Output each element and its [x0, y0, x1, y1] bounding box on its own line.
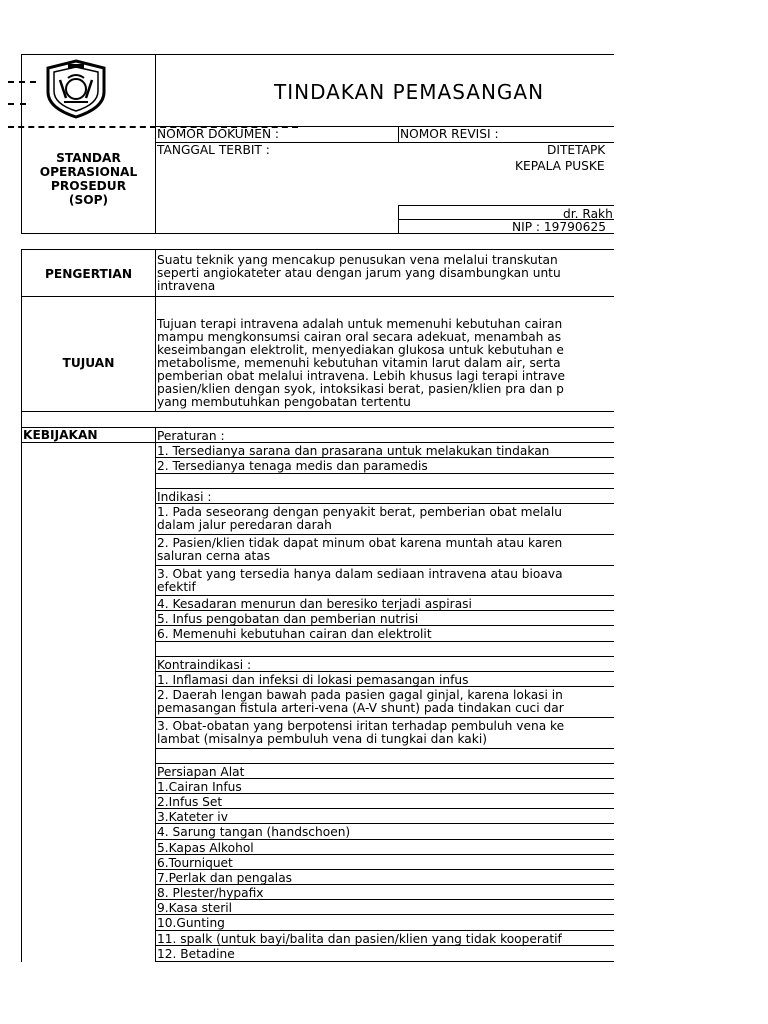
sop-label-line: OPERASIONAL	[39, 165, 138, 179]
kebijakan-row-text: 12. Betadine	[157, 947, 235, 961]
kebijakan-row-text: 2. Daerah lengan bawah pada pasien gagal ginjal, karena lokasi in	[157, 688, 563, 702]
kebijakan-row-text: lambat (misalnya pembuluh vena di tungkai dan kaki)	[157, 732, 487, 746]
table-row-line	[21, 296, 614, 297]
header-col-line	[398, 126, 399, 143]
regional-emblem-logo	[38, 58, 114, 120]
header-row-line	[398, 205, 614, 206]
tujuan-text-line: mampu mengkonsumsi cairan oral secara adekuat, menambah as	[157, 330, 562, 344]
kebijakan-row	[155, 427, 614, 442]
kebijakan-row-text: 1. Tersedianya sarana dan prasarana untuk melakukan tindakan	[157, 444, 550, 458]
signer-name: dr. Rakh	[563, 207, 613, 221]
kebijakan-label: KEBIJAKAN	[23, 428, 98, 442]
kebijakan-row	[155, 641, 614, 656]
tujuan-label: TUJUAN	[62, 356, 115, 370]
dashed-mark	[8, 81, 36, 83]
tujuan-text-line: pemberian obat melalui intravena. Lebih khusus lagi terapi intrave	[157, 369, 566, 383]
tujuan-text-line: metabolisme, memenuhi kebutuhan vitamin larut dalam air, serta	[157, 356, 561, 370]
kebijakan-row-text: 8. Plester/hypafix	[157, 886, 264, 900]
kebijakan-row-text: Peraturan :	[157, 429, 225, 443]
kebijakan-row	[155, 778, 614, 793]
kebijakan-row	[155, 748, 614, 763]
kebijakan-row-text: pemasangan fistula arteri-vena (A-V shunt) pada tindakan cuci dar	[157, 701, 564, 715]
kebijakan-row	[155, 656, 614, 671]
tujuan-text-line: pasien/klien dengan syok, intoksikasi berat, pasien/klien pra dan p	[157, 382, 564, 396]
kebijakan-row-text: 3. Obat-obatan yang berpotensi iritan terhadap pembuluh vena ke	[157, 719, 565, 733]
sop-label-line: (SOP)	[68, 193, 109, 207]
kebijakan-row	[155, 945, 614, 961]
pengertian-text-line: Suatu teknik yang mencakup penusukan vena melalui transkutan	[157, 253, 558, 267]
kebijakan-row	[155, 503, 614, 534]
kebijakan-row	[155, 717, 614, 748]
kebijakan-row-text: 11. spalk (untuk bayi/balita dan pasien/klien yang tidak kooperatif	[157, 932, 562, 946]
kebijakan-row	[155, 869, 614, 884]
nomor-dokumen-label: NOMOR DOKUMEN :	[157, 127, 280, 141]
sop-label-line: STANDAR	[56, 151, 121, 165]
kebijakan-row-text: 5. Infus pengobatan dan pemberian nutrisi	[157, 612, 419, 626]
kebijakan-row-text: 6.Tourniquet	[157, 856, 233, 870]
kebijakan-row	[155, 686, 614, 717]
kebijakan-row-text: 2.Infus Set	[157, 795, 223, 809]
kebijakan-row-text: 10.Gunting	[157, 916, 225, 930]
table-col-line	[155, 249, 156, 412]
kebijakan-row	[155, 565, 614, 595]
header-top-border	[21, 54, 614, 55]
kebijakan-row	[155, 442, 614, 457]
kebijakan-row	[155, 625, 614, 641]
kebijakan-row-text: 9.Kasa steril	[157, 901, 232, 915]
header-divider	[155, 54, 156, 234]
pengertian-label: PENGERTIAN	[44, 267, 133, 281]
kebijakan-row	[155, 610, 614, 625]
kebijakan-row-text: 6. Memenuhi kebutuhan cairan dan elektrolit	[157, 627, 432, 641]
kebijakan-row-text: 7.Perlak dan pengalas	[157, 871, 293, 885]
table-row-line	[21, 411, 614, 412]
kebijakan-label-underline	[21, 442, 156, 443]
signer-nip: NIP : 19790625	[512, 220, 606, 234]
kebijakan-row-text: 3.Kateter iv	[157, 810, 228, 824]
kebijakan-row-text: Indikasi :	[157, 490, 212, 504]
kebijakan-row	[155, 808, 614, 823]
kebijakan-row	[155, 884, 614, 899]
kebijakan-row-text: 1.Cairan Infus	[157, 780, 242, 794]
kebijakan-bottom-line	[155, 961, 614, 962]
tanggal-terbit-label: TANGGAL TERBIT :	[157, 143, 270, 157]
tujuan-text-line: Tujuan terapi intravena adalah untuk memenuhi kebutuhan cairan	[157, 317, 563, 331]
kebijakan-row-text: 1. Inflamasi dan infeksi di lokasi pemasangan infus	[157, 673, 469, 687]
kebijakan-row	[155, 823, 614, 839]
pengertian-text-line: intravena	[157, 279, 216, 293]
ditetapkan-label: DITETAPK	[547, 143, 606, 157]
kebijakan-row-text: 3. Obat yang tersedia hanya dalam sediaan intravena atau bioava	[157, 567, 563, 581]
kebijakan-row	[155, 839, 614, 854]
kebijakan-row	[155, 854, 614, 869]
kebijakan-row-text: saluran cerna atas	[157, 549, 271, 563]
kebijakan-row	[155, 473, 614, 488]
tujuan-text-line: yang membutuhkan pengobatan tertentu	[157, 395, 411, 409]
kebijakan-row-text: 4. Kesadaran menurun dan beresiko terjadi aspirasi	[157, 597, 472, 611]
kebijakan-row-text: 4. Sarung tangan (handschoen)	[157, 825, 351, 839]
kebijakan-row	[155, 534, 614, 565]
kebijakan-row	[155, 671, 614, 686]
dashed-mark	[8, 103, 26, 105]
kebijakan-row	[155, 914, 614, 930]
kebijakan-row	[155, 488, 614, 503]
kebijakan-row-text: efektif	[157, 580, 196, 594]
kebijakan-row-text: 5.Kapas Alkohol	[157, 841, 254, 855]
kebijakan-row-text: dalam jalur peredaran darah	[157, 518, 332, 532]
tujuan-text-line: keseimbangan elektrolit, menyediakan glukosa untuk kebutuhan e	[157, 343, 564, 357]
kebijakan-row-text: 2. Tersedianya tenaga medis dan paramedis	[157, 459, 428, 473]
document-title: TINDAKAN PEMASANGAN	[274, 80, 545, 104]
kebijakan-row-text: 2. Pasien/klien tidak dapat minum obat karena muntah atau karen	[157, 536, 563, 550]
kebijakan-row	[155, 899, 614, 914]
kebijakan-row	[155, 793, 614, 808]
kebijakan-row	[155, 763, 614, 778]
nomor-revisi-label: NOMOR REVISI :	[400, 127, 499, 141]
kebijakan-row-text: Kontraindikasi :	[157, 658, 252, 672]
kebijakan-row	[155, 457, 614, 473]
sop-label-line: PROSEDUR	[50, 179, 127, 193]
kepala-label: KEPALA PUSKE	[515, 159, 605, 173]
kebijakan-row	[155, 595, 614, 610]
pengertian-text-line: seperti angiokateter atau dengan jarum yang disambungkan untu	[157, 266, 561, 280]
table-top-border	[21, 249, 614, 250]
table-left-border	[21, 249, 22, 962]
kebijakan-row	[155, 930, 614, 945]
kebijakan-row-text: 1. Pada seseorang dengan penyakit berat, pemberian obat melalu	[157, 505, 563, 519]
kebijakan-row-text: Persiapan Alat	[157, 765, 245, 779]
header-col-line	[398, 205, 399, 234]
